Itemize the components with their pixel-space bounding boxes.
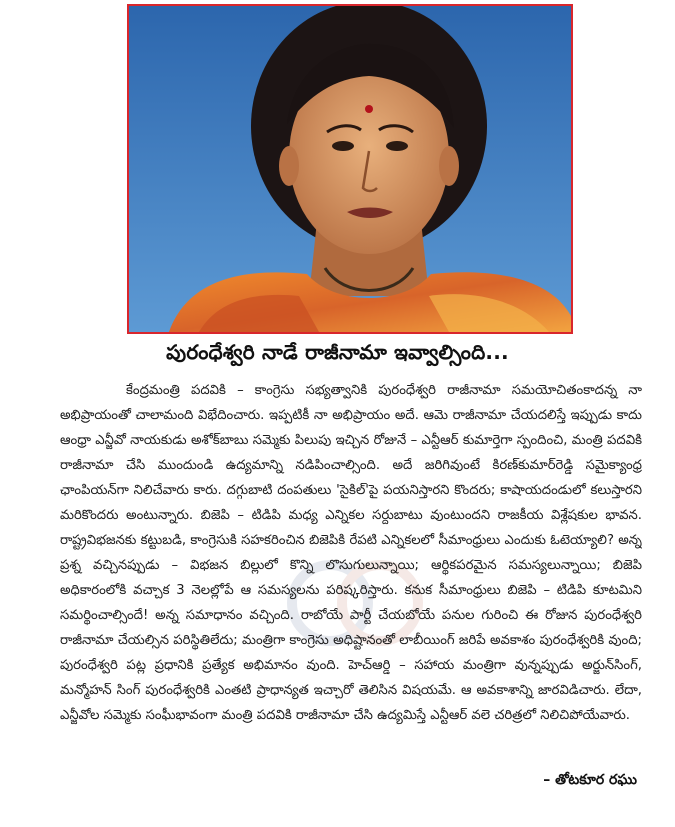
article-paragraph: కేంద్రమంత్రి పదవికి – కాంగ్రెసు సభ్యత్వానికి పురంధేశ్వరి రాజీనామా సమయోచితంకాదన్న నా అభిప్రాయంతో చాలామంది విభేదించారు. ఇప్పటికీ నా అభిప్రాయం అదే. ఆమె రాజీనామా చేయదలిస్తే ఇప్పుడు కాదు ఆంధ్రా ఎన్జీవో నాయకుడు అశోక్‌బాబు సమ్మెకు పిలుపు ఇచ్చిన రోజునే – ఎన్టీఆర్ కుమార్తెగా స్పందించి, మంత్రి పదవికి రాజీనామా చేసి ముందుండి ఉద్యమాన్ని నడిపించాల్సింది. అదే జరిగివుంటే కిరణ్‌కుమార్‌రెడ్డి సమైక్యాంధ్ర ఛాంపియన్‌గా నిలిచేవారు కారు. దగ్గుబాటి దంపతులు 'సైకిల్'పై పయనిస్తారని కొందరు; కాషాయదండులో కలుస్తారని మరికొందరు అంటున్నారు. బిజెపి – టిడిపి మధ్య ఎన్నికల సర్దుబాటు వుంటుందని రాజకీయ విశ్లేషకుల భావన. రాష్ట్రవిభజనకు కట్టుబడి, కాంగ్రెసుకి సహకరించిన బిజెపికి రేపటి ఎన్నికలలో సీమాంధ్రులు ఎందుకు ఓటెయ్యాలి? అన్న ప్రశ్న వచ్చినప్పుడు – విభజన బిల్లులో కొన్ని లొసుగులున్నాయి; ఆర్థికపరమైన సమస్యలున్నాయి; బిజెపి అధికారంలోకి వచ్చాక 3 నెలల్లోపే ఆ సమస్యలను పరిష్కరిస్తారు. కనుక సీమాంధ్రులు బిజెపి – టిడిపి కూటమిని సమర్థించాల్సిందే! అన్న సమాధానం వచ్చింది. రాబోయే పార్టీ చేయబోయే పనుల గురించి ఈ రోజున పురంధేశ్వరి రాజీనామా చేయల్సిన పరిస్థితిలేదు; మంత్రిగా కాంగ్రెసు అధిష్టానంతో లాబీయింగ్ జరిపే అవకాశం పురంధేశ్వరికి వుంది; పురంధేశ్వరి పట్ల ప్రధానికి ప్రత్యేక అభిమానం వుంది. హెచ్ఆర్డి – సహాయ మంత్రిగా వున్నప్పుడు అర్జున్‌సింగ్, మన్మోహన్ సింగ్ పురంధేశ్వరికి ఎంతటి ప్రాధాన్యత ఇచ్చారో తెలిసిన విషయమే. ఆ అవకాశాన్ని జారవిడిచారు. లేదా, ఎన్జీవోల సమ్మెకు సంఘీభావంగా మంత్రి పదవికి రాజీనామా చేసి ఉద్యమిస్తే ఎన్టీఆర్ వలె చరిత్రలో నిలిచిపోయేవారు. xyxy=(60,383,642,723)
portrait-illustration xyxy=(129,6,571,332)
author-byline: – తోటకూర రఘు xyxy=(543,772,637,788)
portrait-photo xyxy=(127,4,573,334)
article-body xyxy=(60,378,642,748)
article-headline: పురంధేశ్వరి నాడే రాజీనామా ఇవ్వాల్సింది... xyxy=(166,340,509,364)
